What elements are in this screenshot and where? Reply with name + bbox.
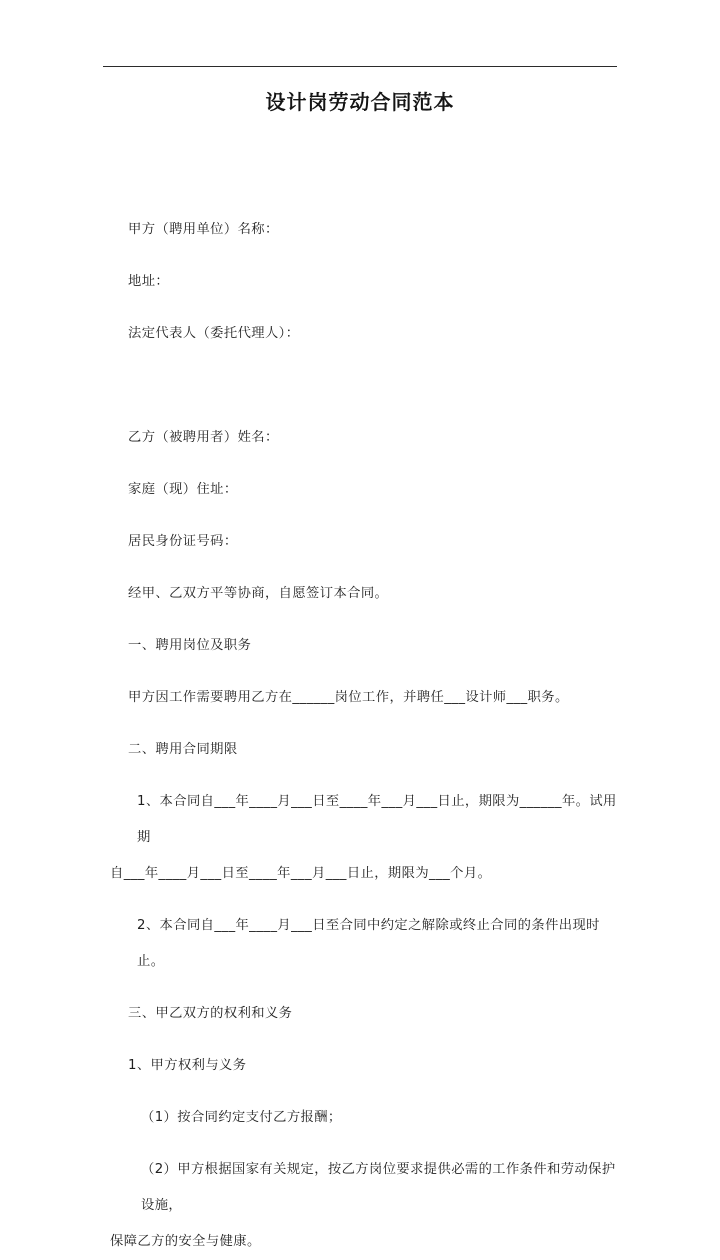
section-1-body: 甲方因工作需要聘用乙方在______岗位工作，并聘任___设计师___职务。	[128, 690, 569, 705]
section-2-item-1-cont: 自___年____月___日至____年___月___日止，期限为___个月。	[110, 866, 492, 881]
section-2-item-2: 2、本合同自___年____月___日至合同中约定之解除或终止合同的条件出现时止。	[137, 918, 600, 969]
section-2-item-1: 1、本合同自___年____月___日至____年___月___日止，期限为______年。试用期	[137, 794, 617, 845]
section-3-item-1: 1、甲方权利与义务	[128, 1058, 247, 1073]
section-1-heading: 一、聘用岗位及职务	[128, 638, 252, 653]
party-b-id: 居民身份证号码：	[128, 534, 238, 549]
section-3-sub-1: （1）按合同约定支付乙方报酬；	[141, 1110, 342, 1125]
document-body	[103, 196, 617, 1260]
preamble: 经甲、乙双方平等协商，自愿签订本合同。	[128, 586, 389, 601]
section-3-heading: 三、甲乙双方的权利和义务	[128, 1006, 293, 1021]
party-a-address: 地址：	[128, 274, 170, 289]
section-3-sub-2: （2）甲方根据国家有关规定，按乙方岗位要求提供必需的工作条件和劳动保护设施，	[141, 1162, 616, 1213]
party-a-name: 甲方（聘用单位）名称：	[128, 222, 279, 237]
section-3-sub-2-cont: 保障乙方的安全与健康。	[110, 1234, 261, 1249]
page-title: 设计岗劳动合同范本	[265, 90, 455, 114]
party-b-address: 家庭（现）住址：	[128, 482, 238, 497]
spacer-1	[103, 368, 617, 404]
section-2-heading: 二、聘用合同期限	[128, 742, 238, 757]
header-divider-rule	[103, 66, 617, 67]
party-a-legal-rep: 法定代表人（委托代理人）：	[128, 326, 300, 341]
party-b-name: 乙方（被聘用者）姓名：	[128, 430, 279, 445]
